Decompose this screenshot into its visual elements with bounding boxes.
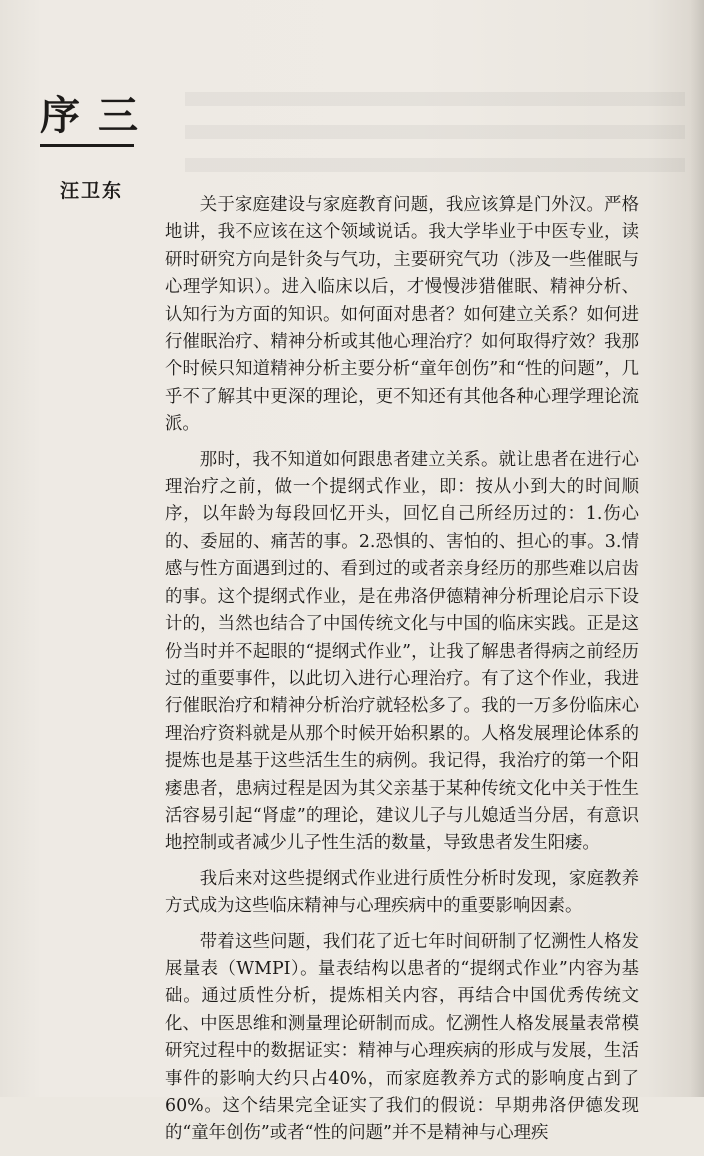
paragraph-1: 关于家庭建设与家庭教育问题，我应该算是门外汉。严格地讲，我不应该在这个领域说话。我大学毕业于中医专业，读研时研究方向是针灸与气功，主要研究气功（涉及一些催眠与心理学知识）。进入临床以后，才慢慢涉猎催眠、精神分析、认知行为方面的知识。如何面对患者？如何建立关系？如何进行催眠治疗、精神分析或其他心理治疗？如何取得疗效？我那个时候只知道精神分析主要分析“童年创伤”和“性的问题”，几乎不了解其中更深的理论，更不知还有其他各种心理学理论流派。 bbox=[165, 195, 639, 435]
bleed-through-texture bbox=[185, 92, 685, 172]
chapter-title: 序三 bbox=[40, 92, 156, 139]
paragraph-2: 那时，我不知道如何跟患者建立关系。就让患者在进行心理治疗之前，做一个提纲式作业，即：按从小到大的时间顺序，以年龄为每段回忆开头，回忆自己所经历过的：1.伤心的、委屈的、痛苦的事。2.恐惧的、害怕的、担心的事。3.情感与性方面遇到过的、看到过的或者亲身经历的那些难以启齿的事。这个提纲式作业，是在弗洛伊德精神分析理论启示下设计的，当然也结合了中国传统文化与中国的临床实践。正是这份当时并不起眼的“提纲式作业”，让我了解患者得病之前经历过的重要事件，以此切入进行心理治疗。有了这个作业，我进行催眠治疗和精神分析治疗就轻松多了。我的一万多份临床心理治疗资料就是从那个时候开始积累的。人格发展理论体系的提炼也是基于这些活生生的病例。我记得，我治疗的第一个阳痿患者，患病过程是因为其父亲基于某种传统文化中关于性生活容易引起“肾虚”的理论，建议儿子与儿媳适当分居，有意识地控制或者减少儿子性生活的数量，导致患者发生阳痿。 bbox=[165, 449, 639, 854]
paragraph-3: 我后来对这些提纲式作业进行质性分析时发现，家庭教养方式成为这些临床精神与心理疾病中的重要影响因素。 bbox=[165, 868, 639, 917]
body-text bbox=[165, 192, 639, 1156]
title-underline bbox=[40, 144, 134, 147]
paragraph-4: 带着这些问题，我们花了近七年时间研制了忆溯性人格发展量表（WMPI）。量表结构以患者的“提纲式作业”内容为基础。通过质性分析，提炼相关内容，再结合中国优秀传统文化、中医思维和测量理论研制而成。忆溯性人格发展量表常模研究过程中的数据证实：精神与心理疾病的形成与发展，生活事件的影响大约只占40%，而家庭教养方式的影响度占到了60%。这个结果完全证实了我们的假说：早期弗洛伊德发现的“童年创伤”或者“性的问题”并不是精神与心理疾 bbox=[165, 931, 639, 1144]
author-name: 汪卫东 bbox=[60, 180, 124, 202]
page-edge-shadow bbox=[690, 0, 704, 1097]
